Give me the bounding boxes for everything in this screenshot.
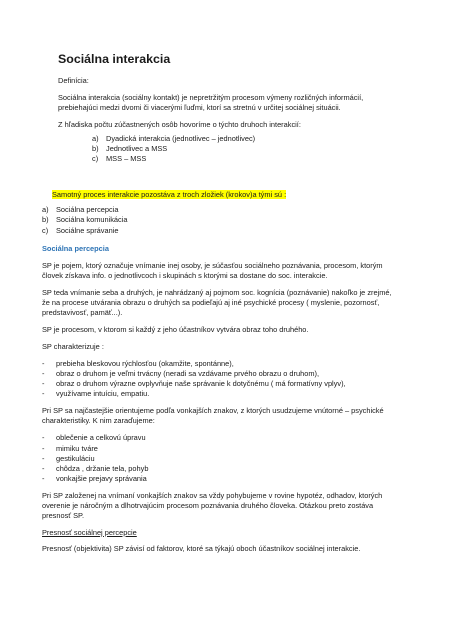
subheading: Presnosť sociálnej percepcie <box>42 527 137 537</box>
list-item: - mimiku tváre <box>42 443 98 453</box>
definition-label: Definícia: <box>58 75 89 85</box>
highlighted-note <box>52 190 432 200</box>
definition-text <box>58 93 432 113</box>
document-title: Sociálna interakcia <box>58 52 171 66</box>
list-item: - obraz o druhom je veľmi trvácny (neradi sa vzdávame prvého obrazu o druhom), <box>42 369 320 379</box>
definition-line: Sociálna interakcia (sociálny kontakt) je nepretržitým procesom výmeny rozličných informácií, <box>58 92 364 102</box>
list-item: a) Dyadická interakcia (jednotlivec – jednotlivec) <box>92 134 256 144</box>
list-item: a) Sociálna percepcia <box>42 205 119 215</box>
list-item: c) Sociálne správanie <box>42 225 119 235</box>
list-item: b) Sociálna komunikácia <box>42 215 128 225</box>
interaction-types-list <box>92 134 432 164</box>
definition-block <box>58 76 432 164</box>
paragraph: SP je pojem, ktorý označuje vnímanie inej osoby, je súčasťou sociálneho poznávania, procesom, ktorým človek získava info. o jednotlivcoch i skupinách s ktorými sa dostane do soc. interakcie. <box>42 260 383 280</box>
list-item: c) MSS – MSS <box>92 154 147 164</box>
paragraph: SP charakterizuje : <box>42 342 104 351</box>
list-item: - využívame intuíciu, empatiu. <box>42 389 150 399</box>
paragraph: Pri SP sa najčastejšie orientujeme podľa vonkajších znakov, z ktorých usudzujeme vnútorné – psychické charakteristiky. K nim zaraďujeme: <box>42 406 384 426</box>
paragraph: SP je procesom, v ktorom si každý z jeho účastníkov vytvára obraz toho druhého. <box>42 324 309 334</box>
list-item: b) Jednotlivec a MSS <box>92 144 168 154</box>
list-item: - vonkajšie prejavy správania <box>42 473 147 483</box>
list-item: - gestikuláciu <box>42 453 95 463</box>
paragraph: Pri SP založenej na vnímaní vonkajších znakov sa vždy pohybujeme v rovine hypotéz, odhadov, ktorých overenie je náročným a dlhotrvajúcim procesom poznávania druhého človeka. Otázkou preto zostáva presnosť SP. <box>42 490 383 520</box>
list-item: - obraz o druhom výrazne ovplyvňuje naše správanie k dotyčnému ( má formatívny vplyv), <box>42 379 346 389</box>
list-item: - chôdza , držanie tela, pohyb <box>42 463 149 473</box>
definition-line: prebiehajúci medzi dvomi či viacerými ľuďmi, ktorí sa stretnú v určitej sociálnej situácii. <box>58 103 341 112</box>
highlighted-text: Samotný proces interakcie pozostáva z troch zložiek (krokov)a tými sú : <box>52 190 287 200</box>
paragraph: Presnosť (objektivita) SP závisí od faktorov, ktoré sa týkajú oboch účastníkov sociálnej interakcie. <box>42 544 361 553</box>
types-intro: Z hľadiska počtu zúčastnených osôb hovoríme o týchto druhoch interakcií: <box>58 120 301 130</box>
paragraph: SP teda vnímanie seba a druhých, je nahrádzaný aj pojmom soc. kognícia (poznávanie) nakoľko je zrejmé, že na procese utvárania obrazu o druhých sa podieľajú aj iné psychické procesy ( myslenie, pozornosť, predstavivosť, pamäť...). <box>42 287 392 317</box>
section-heading: Sociálna percepcia <box>42 243 109 253</box>
list-item: - prebieha bleskovou rýchlosťou (okamžite, spontánne), <box>42 359 234 369</box>
list-item: - oblečenie a celkovú úpravu <box>42 433 146 443</box>
characteristics-list <box>42 359 432 399</box>
external-signs-list <box>42 433 432 483</box>
components-list <box>42 205 432 235</box>
